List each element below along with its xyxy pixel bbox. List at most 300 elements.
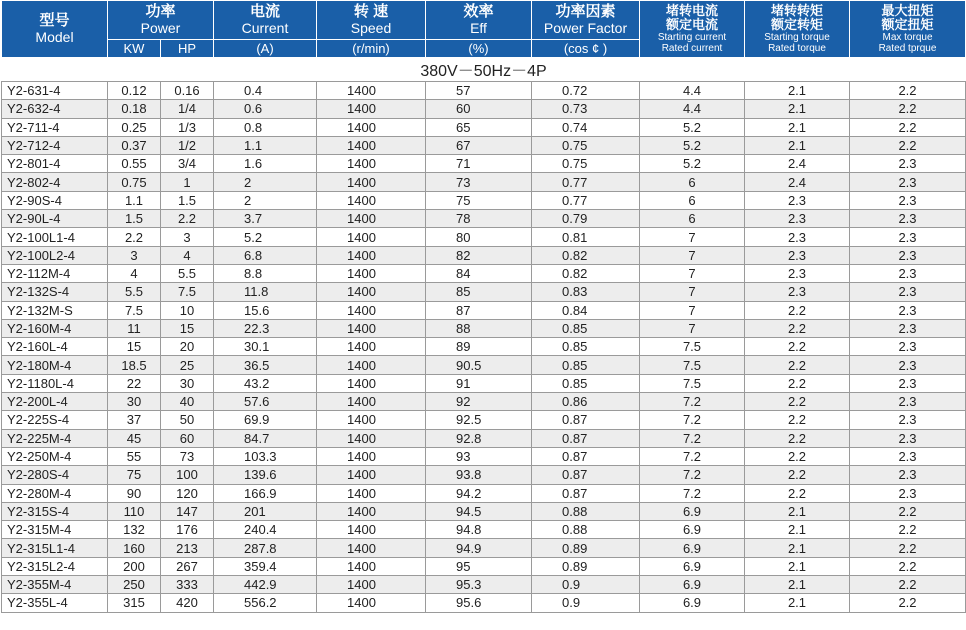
cell-hp: 3 bbox=[161, 228, 214, 246]
cell-model: Y2-632-4 bbox=[2, 100, 108, 118]
cell-speed: 1400 bbox=[317, 521, 426, 539]
cell-eff: 94.5 bbox=[426, 502, 532, 520]
header-speed bbox=[317, 1, 426, 40]
cell-power-factor: 0.85 bbox=[532, 319, 640, 337]
cell-max-torque: 2.3 bbox=[850, 374, 966, 392]
cell-max-torque: 2.2 bbox=[850, 136, 966, 154]
cell-model: Y2-132M-S bbox=[2, 301, 108, 319]
cell-current: 36.5 bbox=[214, 356, 317, 374]
cell-kw: 7.5 bbox=[108, 301, 161, 319]
cell-speed: 1400 bbox=[317, 484, 426, 502]
cell-kw: 0.55 bbox=[108, 155, 161, 173]
cell-starting-torque: 2.3 bbox=[745, 264, 850, 282]
table-row bbox=[2, 173, 966, 191]
cell-current: 1.1 bbox=[214, 136, 317, 154]
cell-model: Y2-100L2-4 bbox=[2, 246, 108, 264]
cell-starting-current: 7.2 bbox=[640, 447, 745, 465]
cell-power-factor: 0.86 bbox=[532, 393, 640, 411]
cell-power-factor: 0.77 bbox=[532, 191, 640, 209]
cell-starting-current: 7.2 bbox=[640, 429, 745, 447]
cell-speed: 1400 bbox=[317, 576, 426, 594]
cell-starting-torque: 2.2 bbox=[745, 319, 850, 337]
cell-power-factor: 0.73 bbox=[532, 100, 640, 118]
table-row bbox=[2, 393, 966, 411]
cell-eff: 87 bbox=[426, 301, 532, 319]
table-row bbox=[2, 484, 966, 502]
cell-starting-torque: 2.4 bbox=[745, 155, 850, 173]
cell-starting-current: 7.5 bbox=[640, 374, 745, 392]
cell-starting-torque: 2.2 bbox=[745, 411, 850, 429]
cell-power-factor: 0.9 bbox=[532, 576, 640, 594]
cell-kw: 4 bbox=[108, 264, 161, 282]
table-row bbox=[2, 283, 966, 301]
cell-speed: 1400 bbox=[317, 191, 426, 209]
cell-power-factor: 0.81 bbox=[532, 228, 640, 246]
cell-hp: 60 bbox=[161, 429, 214, 447]
cell-eff: 73 bbox=[426, 173, 532, 191]
table-row bbox=[2, 191, 966, 209]
cell-max-torque: 2.3 bbox=[850, 447, 966, 465]
cell-max-torque: 2.3 bbox=[850, 484, 966, 502]
header-sc-cn: 堵转电流 bbox=[665, 3, 718, 18]
cell-starting-torque: 2.3 bbox=[745, 228, 850, 246]
cell-eff: 78 bbox=[426, 210, 532, 228]
cell-power-factor: 0.85 bbox=[532, 356, 640, 374]
header-power-cn: 功率 bbox=[145, 3, 176, 20]
cell-speed: 1400 bbox=[317, 374, 426, 392]
cell-starting-current: 4.4 bbox=[640, 82, 745, 100]
cell-max-torque: 2.2 bbox=[850, 521, 966, 539]
cell-speed: 1400 bbox=[317, 82, 426, 100]
cell-starting-torque: 2.2 bbox=[745, 466, 850, 484]
table-row bbox=[2, 100, 966, 118]
cell-starting-current: 5.2 bbox=[640, 155, 745, 173]
cell-starting-current: 5.2 bbox=[640, 136, 745, 154]
cell-starting-current: 6.9 bbox=[640, 594, 745, 612]
cell-hp: 73 bbox=[161, 447, 214, 465]
cell-current: 2 bbox=[214, 191, 317, 209]
cell-max-torque: 2.2 bbox=[850, 539, 966, 557]
table-row bbox=[2, 210, 966, 228]
cell-power-factor: 0.84 bbox=[532, 301, 640, 319]
cell-current: 57.6 bbox=[214, 393, 317, 411]
cell-starting-torque: 2.2 bbox=[745, 374, 850, 392]
header-sc-cn2: 额定电流 bbox=[665, 17, 718, 32]
header-mt-en: Max torque bbox=[882, 32, 933, 43]
cell-hp: 40 bbox=[161, 393, 214, 411]
cell-starting-torque: 2.1 bbox=[745, 502, 850, 520]
cell-max-torque: 2.3 bbox=[850, 466, 966, 484]
cell-current: 103.3 bbox=[214, 447, 317, 465]
cell-hp: 1/3 bbox=[161, 118, 214, 136]
header-starting-current bbox=[640, 1, 745, 58]
cell-speed: 1400 bbox=[317, 466, 426, 484]
cell-max-torque: 2.2 bbox=[850, 118, 966, 136]
cell-kw: 250 bbox=[108, 576, 161, 594]
header-starting-torque bbox=[745, 1, 850, 58]
cell-power-factor: 0.87 bbox=[532, 429, 640, 447]
cell-eff: 84 bbox=[426, 264, 532, 282]
header-current bbox=[214, 1, 317, 40]
cell-hp: 1/4 bbox=[161, 100, 214, 118]
table-row bbox=[2, 82, 966, 100]
cell-max-torque: 2.3 bbox=[850, 393, 966, 411]
cell-eff: 92 bbox=[426, 393, 532, 411]
cell-speed: 1400 bbox=[317, 502, 426, 520]
cell-hp: 147 bbox=[161, 502, 214, 520]
cell-starting-current: 7.2 bbox=[640, 411, 745, 429]
cell-current: 240.4 bbox=[214, 521, 317, 539]
header-st-en2: Rated torque bbox=[768, 43, 826, 54]
cell-speed: 1400 bbox=[317, 228, 426, 246]
header-model-cn: 型号 bbox=[39, 12, 70, 29]
cell-kw: 0.25 bbox=[108, 118, 161, 136]
cell-hp: 213 bbox=[161, 539, 214, 557]
cell-starting-torque: 2.2 bbox=[745, 447, 850, 465]
cell-eff: 82 bbox=[426, 246, 532, 264]
cell-current: 3.7 bbox=[214, 210, 317, 228]
header-eff-en: Eff bbox=[470, 20, 487, 36]
cell-kw: 55 bbox=[108, 447, 161, 465]
cell-hp: 7.5 bbox=[161, 283, 214, 301]
cell-hp: 5.5 bbox=[161, 264, 214, 282]
cell-speed: 1400 bbox=[317, 356, 426, 374]
header-st-en: Starting torque bbox=[764, 32, 830, 43]
header-pf-en: Power Factor bbox=[543, 20, 628, 36]
table-row bbox=[2, 594, 966, 612]
cell-eff: 94.9 bbox=[426, 539, 532, 557]
cell-current: 30.1 bbox=[214, 338, 317, 356]
cell-max-torque: 2.3 bbox=[850, 283, 966, 301]
cell-model: Y2-100L1-4 bbox=[2, 228, 108, 246]
cell-hp: 2.2 bbox=[161, 210, 214, 228]
cell-starting-current: 6.9 bbox=[640, 557, 745, 575]
cell-current: 201 bbox=[214, 502, 317, 520]
table-row bbox=[2, 356, 966, 374]
cell-model: Y2-112M-4 bbox=[2, 264, 108, 282]
cell-eff: 94.8 bbox=[426, 521, 532, 539]
cell-eff: 89 bbox=[426, 338, 532, 356]
cell-current: 556.2 bbox=[214, 594, 317, 612]
header-speed-cn: 转 速 bbox=[353, 3, 389, 20]
header-mt-en2: Rated tprque bbox=[878, 43, 937, 54]
table-row bbox=[2, 539, 966, 557]
cell-speed: 1400 bbox=[317, 283, 426, 301]
cell-starting-torque: 2.2 bbox=[745, 301, 850, 319]
cell-starting-current: 7 bbox=[640, 246, 745, 264]
cell-hp: 20 bbox=[161, 338, 214, 356]
cell-starting-current: 7.5 bbox=[640, 338, 745, 356]
cell-current: 84.7 bbox=[214, 429, 317, 447]
cell-eff: 60 bbox=[426, 100, 532, 118]
section-label: 380V－50Hz－4P bbox=[2, 58, 966, 82]
cell-current: 0.8 bbox=[214, 118, 317, 136]
cell-max-torque: 2.2 bbox=[850, 594, 966, 612]
cell-hp: 176 bbox=[161, 521, 214, 539]
cell-max-torque: 2.3 bbox=[850, 319, 966, 337]
cell-starting-torque: 2.1 bbox=[745, 539, 850, 557]
cell-starting-current: 7.2 bbox=[640, 393, 745, 411]
cell-current: 0.6 bbox=[214, 100, 317, 118]
cell-kw: 30 bbox=[108, 393, 161, 411]
cell-starting-current: 6.9 bbox=[640, 521, 745, 539]
cell-starting-current: 7 bbox=[640, 228, 745, 246]
cell-speed: 1400 bbox=[317, 393, 426, 411]
table-row bbox=[2, 557, 966, 575]
cell-starting-torque: 2.1 bbox=[745, 82, 850, 100]
cell-power-factor: 0.79 bbox=[532, 210, 640, 228]
cell-kw: 75 bbox=[108, 466, 161, 484]
table-row bbox=[2, 338, 966, 356]
cell-power-factor: 0.89 bbox=[532, 539, 640, 557]
header-current-unit: (A) bbox=[214, 40, 317, 58]
cell-eff: 93 bbox=[426, 447, 532, 465]
cell-starting-torque: 2.1 bbox=[745, 136, 850, 154]
cell-speed: 1400 bbox=[317, 557, 426, 575]
cell-starting-current: 6 bbox=[640, 173, 745, 191]
header-max-torque bbox=[850, 1, 966, 58]
cell-power-factor: 0.82 bbox=[532, 264, 640, 282]
header-speed-en: Speed bbox=[350, 20, 392, 36]
cell-kw: 11 bbox=[108, 319, 161, 337]
cell-starting-torque: 2.1 bbox=[745, 594, 850, 612]
cell-max-torque: 2.3 bbox=[850, 210, 966, 228]
cell-max-torque: 2.2 bbox=[850, 502, 966, 520]
cell-starting-torque: 2.1 bbox=[745, 118, 850, 136]
table-row bbox=[2, 466, 966, 484]
cell-starting-torque: 2.1 bbox=[745, 100, 850, 118]
header-hp: HP bbox=[161, 40, 214, 58]
cell-model: Y2-315M-4 bbox=[2, 521, 108, 539]
header-kw: KW bbox=[108, 40, 161, 58]
cell-kw: 1.1 bbox=[108, 191, 161, 209]
cell-model: Y2-180M-4 bbox=[2, 356, 108, 374]
cell-starting-torque: 2.2 bbox=[745, 484, 850, 502]
header-mt-cn2: 额定扭矩 bbox=[881, 17, 934, 32]
table-row bbox=[2, 374, 966, 392]
cell-hp: 25 bbox=[161, 356, 214, 374]
cell-kw: 110 bbox=[108, 502, 161, 520]
cell-model: Y2-280M-4 bbox=[2, 484, 108, 502]
cell-starting-current: 6 bbox=[640, 191, 745, 209]
cell-kw: 45 bbox=[108, 429, 161, 447]
cell-starting-current: 7.2 bbox=[640, 466, 745, 484]
cell-max-torque: 2.3 bbox=[850, 429, 966, 447]
cell-hp: 50 bbox=[161, 411, 214, 429]
table-row bbox=[2, 264, 966, 282]
cell-current: 0.4 bbox=[214, 82, 317, 100]
cell-current: 442.9 bbox=[214, 576, 317, 594]
cell-model: Y2-355L-4 bbox=[2, 594, 108, 612]
cell-power-factor: 0.75 bbox=[532, 136, 640, 154]
cell-speed: 1400 bbox=[317, 447, 426, 465]
cell-max-torque: 2.3 bbox=[850, 155, 966, 173]
cell-speed: 1400 bbox=[317, 301, 426, 319]
cell-model: Y2-160L-4 bbox=[2, 338, 108, 356]
cell-kw: 37 bbox=[108, 411, 161, 429]
cell-hp: 333 bbox=[161, 576, 214, 594]
cell-current: 11.8 bbox=[214, 283, 317, 301]
cell-speed: 1400 bbox=[317, 594, 426, 612]
table-row bbox=[2, 136, 966, 154]
table-row bbox=[2, 155, 966, 173]
table-row bbox=[2, 118, 966, 136]
cell-max-torque: 2.3 bbox=[850, 338, 966, 356]
table-row bbox=[2, 502, 966, 520]
header-current-en: Current bbox=[241, 20, 289, 36]
cell-model: Y2-160M-4 bbox=[2, 319, 108, 337]
cell-model: Y2-801-4 bbox=[2, 155, 108, 173]
cell-model: Y2-200L-4 bbox=[2, 393, 108, 411]
table-row bbox=[2, 521, 966, 539]
cell-power-factor: 0.74 bbox=[532, 118, 640, 136]
cell-hp: 1/2 bbox=[161, 136, 214, 154]
cell-starting-torque: 2.2 bbox=[745, 429, 850, 447]
cell-starting-current: 7.2 bbox=[640, 484, 745, 502]
cell-eff: 95.3 bbox=[426, 576, 532, 594]
header-st-cn2: 额定转矩 bbox=[770, 17, 823, 32]
table-row bbox=[2, 429, 966, 447]
cell-current: 166.9 bbox=[214, 484, 317, 502]
header-power-factor bbox=[532, 1, 640, 40]
cell-hp: 267 bbox=[161, 557, 214, 575]
cell-current: 359.4 bbox=[214, 557, 317, 575]
cell-eff: 93.8 bbox=[426, 466, 532, 484]
header-eff-unit: (%) bbox=[426, 40, 532, 58]
cell-model: Y2-315L2-4 bbox=[2, 557, 108, 575]
cell-model: Y2-132S-4 bbox=[2, 283, 108, 301]
cell-max-torque: 2.3 bbox=[850, 191, 966, 209]
cell-hp: 120 bbox=[161, 484, 214, 502]
cell-max-torque: 2.3 bbox=[850, 264, 966, 282]
cell-power-factor: 0.83 bbox=[532, 283, 640, 301]
cell-speed: 1400 bbox=[317, 539, 426, 557]
header-pf-unit: (cos ¢ ) bbox=[532, 40, 640, 58]
cell-power-factor: 0.9 bbox=[532, 594, 640, 612]
cell-model: Y2-711-4 bbox=[2, 118, 108, 136]
cell-power-factor: 0.82 bbox=[532, 246, 640, 264]
cell-starting-torque: 2.3 bbox=[745, 210, 850, 228]
cell-model: Y2-90L-4 bbox=[2, 210, 108, 228]
cell-model: Y2-250M-4 bbox=[2, 447, 108, 465]
cell-eff: 95.6 bbox=[426, 594, 532, 612]
cell-max-torque: 2.2 bbox=[850, 82, 966, 100]
cell-kw: 18.5 bbox=[108, 356, 161, 374]
cell-eff: 85 bbox=[426, 283, 532, 301]
cell-starting-current: 4.4 bbox=[640, 100, 745, 118]
cell-model: Y2-802-4 bbox=[2, 173, 108, 191]
cell-speed: 1400 bbox=[317, 210, 426, 228]
cell-max-torque: 2.2 bbox=[850, 576, 966, 594]
table-row bbox=[2, 246, 966, 264]
cell-power-factor: 0.77 bbox=[532, 173, 640, 191]
cell-power-factor: 0.88 bbox=[532, 502, 640, 520]
cell-max-torque: 2.3 bbox=[850, 301, 966, 319]
cell-starting-torque: 2.2 bbox=[745, 393, 850, 411]
cell-kw: 0.75 bbox=[108, 173, 161, 191]
cell-kw: 0.37 bbox=[108, 136, 161, 154]
cell-eff: 91 bbox=[426, 374, 532, 392]
cell-power-factor: 0.87 bbox=[532, 447, 640, 465]
cell-power-factor: 0.87 bbox=[532, 466, 640, 484]
cell-hp: 30 bbox=[161, 374, 214, 392]
cell-speed: 1400 bbox=[317, 264, 426, 282]
header-model-en: Model bbox=[35, 29, 74, 45]
cell-power-factor: 0.88 bbox=[532, 521, 640, 539]
table-row bbox=[2, 447, 966, 465]
header-power bbox=[108, 1, 214, 40]
cell-kw: 0.18 bbox=[108, 100, 161, 118]
cell-speed: 1400 bbox=[317, 136, 426, 154]
header-st-cn: 堵转转矩 bbox=[770, 3, 823, 18]
cell-speed: 1400 bbox=[317, 118, 426, 136]
cell-eff: 90.5 bbox=[426, 356, 532, 374]
cell-current: 69.9 bbox=[214, 411, 317, 429]
cell-starting-current: 6.9 bbox=[640, 502, 745, 520]
cell-eff: 67 bbox=[426, 136, 532, 154]
cell-starting-current: 7.5 bbox=[640, 356, 745, 374]
cell-eff: 92.8 bbox=[426, 429, 532, 447]
cell-starting-torque: 2.1 bbox=[745, 521, 850, 539]
cell-hp: 0.16 bbox=[161, 82, 214, 100]
cell-current: 43.2 bbox=[214, 374, 317, 392]
table-row bbox=[2, 228, 966, 246]
cell-power-factor: 0.72 bbox=[532, 82, 640, 100]
cell-speed: 1400 bbox=[317, 155, 426, 173]
cell-eff: 92.5 bbox=[426, 411, 532, 429]
header-eff bbox=[426, 1, 532, 40]
cell-starting-current: 5.2 bbox=[640, 118, 745, 136]
table-row bbox=[2, 411, 966, 429]
cell-max-torque: 2.3 bbox=[850, 356, 966, 374]
cell-starting-torque: 2.2 bbox=[745, 356, 850, 374]
motor-spec-table bbox=[1, 0, 966, 613]
cell-starting-current: 7 bbox=[640, 264, 745, 282]
cell-model: Y2-280S-4 bbox=[2, 466, 108, 484]
cell-speed: 1400 bbox=[317, 338, 426, 356]
cell-starting-torque: 2.1 bbox=[745, 557, 850, 575]
cell-model: Y2-90S-4 bbox=[2, 191, 108, 209]
cell-model: Y2-225M-4 bbox=[2, 429, 108, 447]
header-eff-cn: 效率 bbox=[463, 3, 494, 20]
cell-model: Y2-315L1-4 bbox=[2, 539, 108, 557]
cell-current: 8.8 bbox=[214, 264, 317, 282]
cell-power-factor: 0.89 bbox=[532, 557, 640, 575]
cell-starting-torque: 2.3 bbox=[745, 283, 850, 301]
cell-hp: 100 bbox=[161, 466, 214, 484]
header-current-cn: 电流 bbox=[249, 3, 280, 20]
cell-speed: 1400 bbox=[317, 246, 426, 264]
cell-kw: 90 bbox=[108, 484, 161, 502]
cell-kw: 0.12 bbox=[108, 82, 161, 100]
header-sc-en: Starting current bbox=[657, 32, 727, 43]
cell-starting-current: 6 bbox=[640, 210, 745, 228]
cell-current: 22.3 bbox=[214, 319, 317, 337]
section-row bbox=[2, 58, 966, 82]
cell-max-torque: 2.3 bbox=[850, 246, 966, 264]
cell-current: 15.6 bbox=[214, 301, 317, 319]
cell-max-torque: 2.2 bbox=[850, 557, 966, 575]
cell-speed: 1400 bbox=[317, 100, 426, 118]
cell-hp: 10 bbox=[161, 301, 214, 319]
cell-kw: 160 bbox=[108, 539, 161, 557]
cell-hp: 1 bbox=[161, 173, 214, 191]
cell-model: Y2-225S-4 bbox=[2, 411, 108, 429]
cell-starting-current: 7 bbox=[640, 283, 745, 301]
header-pf-cn: 功率因素 bbox=[555, 3, 616, 20]
cell-starting-current: 6.9 bbox=[640, 539, 745, 557]
cell-eff: 75 bbox=[426, 191, 532, 209]
